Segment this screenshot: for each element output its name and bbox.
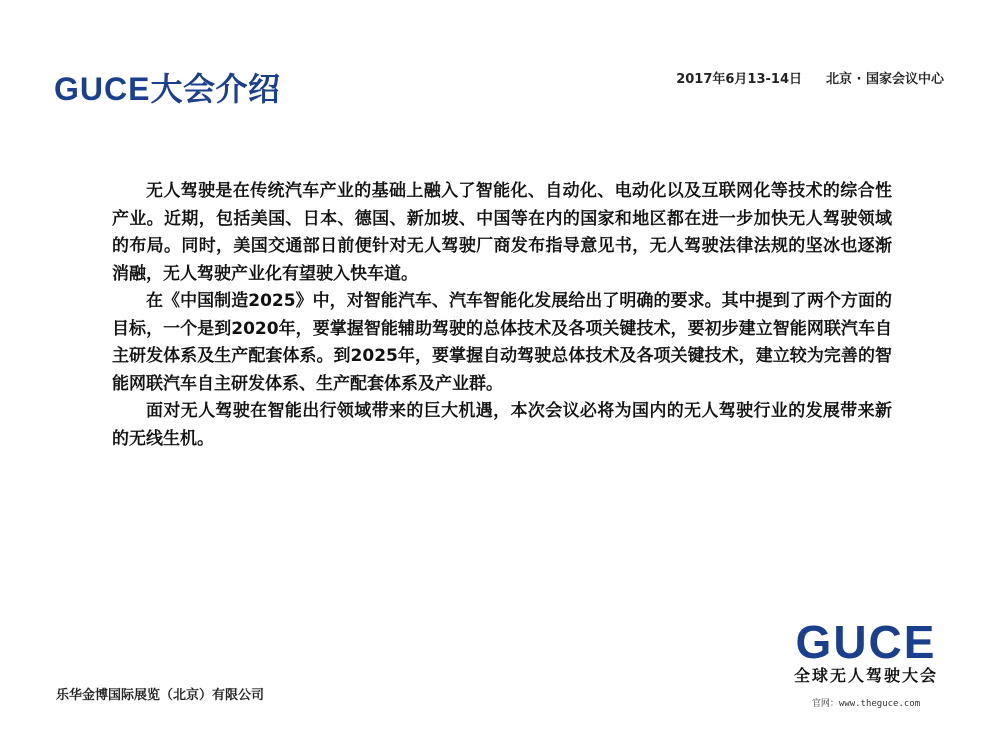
guce-logo — [786, 616, 946, 709]
page-title — [54, 64, 280, 110]
intro-body — [112, 178, 892, 453]
website-link[interactable]: 官网：www.theguce.com — [811, 699, 921, 709]
logo-subtitle: 全球无人驾驶大会 — [793, 666, 938, 685]
logo-wordmark: GUCE — [795, 616, 937, 668]
title-rest: 大会介绍 — [150, 70, 281, 108]
paragraph: 无人驾驶是在传统汽车产业的基础上融入了智能化、自动化、电动化以及互联网化等技术的综合性产业。近期，包括美国、日本、德国、新加坡、中国等在内的国家和地区都在进一步加快无人驾驶领域的布局。同时，美国交通部日前便针对无人驾驶厂商发布指导意见书，无人驾驶法律法规的坚冰也逐渐消融，无人驾驶产业化有望驶入快车道。 — [112, 181, 892, 284]
event-date: 2017年6月13-14日 — [676, 72, 802, 87]
paragraph: 面对无人驾驶在智能出行领域带来的巨大机遇，本次会议必将为国内的无人驾驶行业的发展带来新的无线生机。 — [112, 401, 892, 449]
event-info — [676, 68, 944, 87]
paragraph: 在《中国制造2025》中，对智能汽车、汽车智能化发展给出了明确的要求。其中提到了两个方面的目标，一个是到2020年，要掌握智能辅助驾驶的总体技术及各项关键技术，要初步建立智能网联汽车自主研发体系及生产配套体系。到2025年，要掌握自动驾驶总体技术及各项关键技术，建立较为完善的智能网联汽车自主研发体系、生产配套体系及产业群。 — [112, 291, 892, 394]
event-venue: 北京 · 国家会议中心 — [826, 72, 944, 87]
company-name: 乐华金博国际展览（北京）有限公司 — [56, 688, 265, 703]
title-brand: GUCE — [54, 71, 151, 107]
